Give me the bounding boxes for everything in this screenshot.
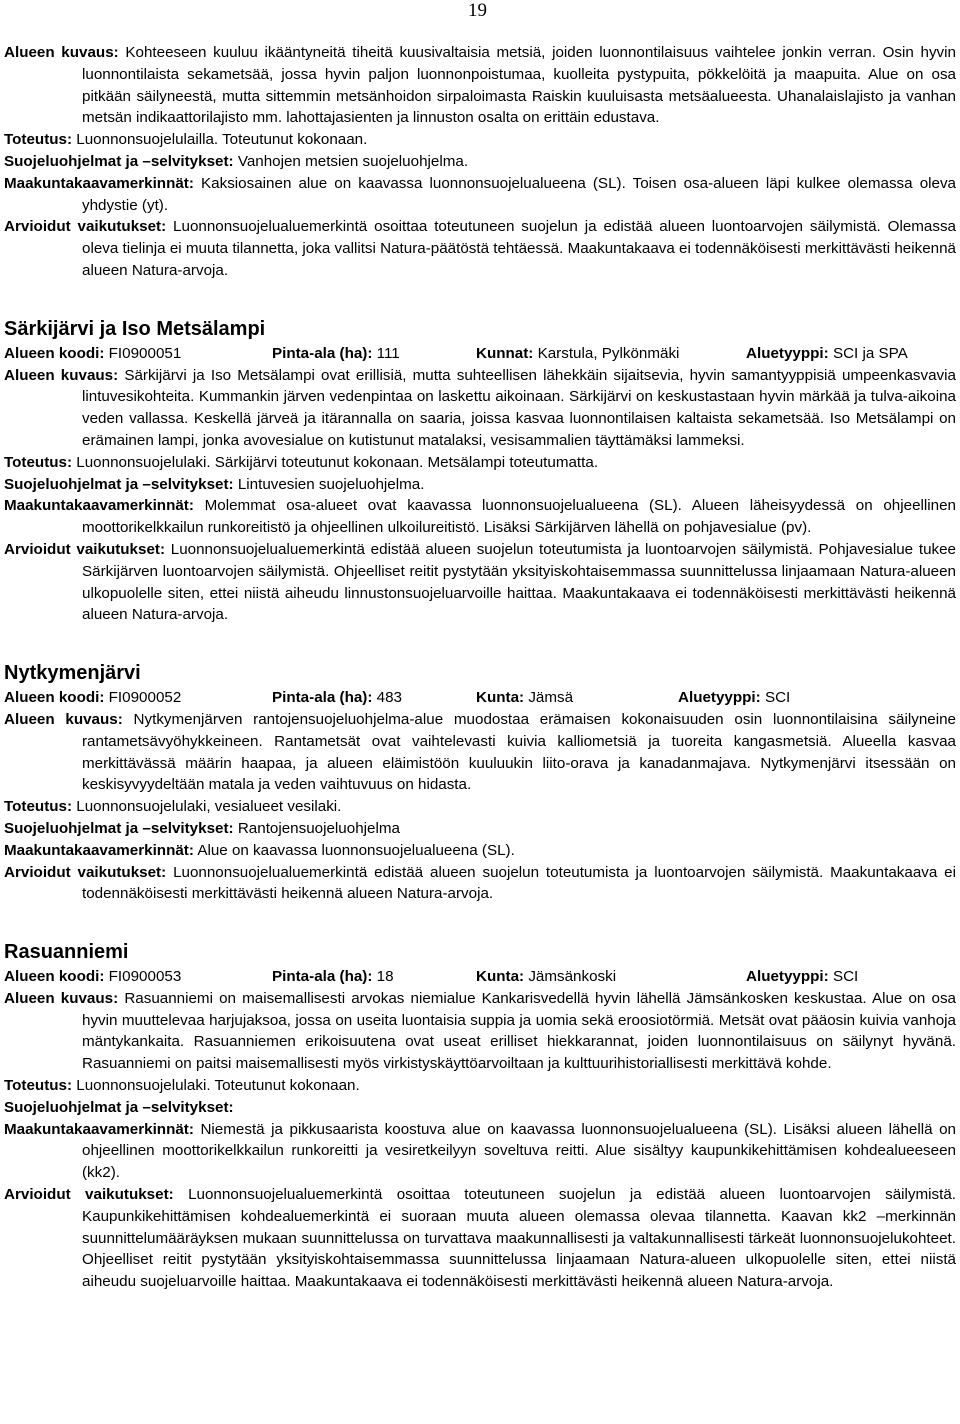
plan-markings: Maakuntakaavamerkinnät: Alue on kaavassa luonnonsuojelualueena (SL). — [4, 841, 515, 859]
site-code: FI0900052 — [108, 689, 182, 707]
area-description: Alueen kuvaus: Rasuanniemi on maisemallisesti arvokas niemialue Kankarisvedellä hyvin lähellä Jämsänkosken keskustaa. Alue on osa hyvin muuttelevaa harjujaksoa, jossa on useita luontaisia suppia ja uomia sekä eroosiotörmiä. Metsät ovat pääosin kuivia vanhoja mäntykankaita. Rasuanniemen erikoisuutena ovat useat erilliset hiekkarannat, joiden luonnontilaisuus on säilynyt hyvänä. Rasuanniemi on paitsi maisemallisesti myös virkistyskäyttöarvoiltaan ja kulttuurihistoriallisesti merkittävä kohde. — [4, 989, 956, 1073]
site-section — [4, 938, 956, 1293]
site-type: SCI ja SPA — [832, 344, 908, 362]
intro-section — [4, 42, 956, 282]
plan-markings: Maakuntakaavamerkinnät: Molemmat osa-alueet ovat kaavassa luonnonsuojelualueena (SL). Alueen läheisyydessä on ohjeellinen moottorikelkkailun runkoreitistö ja ohjeellinen ulkoilureitistö. Lisäksi Särkijärven lähellä on pohjavesialue (pv). — [4, 497, 956, 537]
implementation: Toteutus: Luonnonsuojelulailla. Toteutunut kokonaan. — [4, 131, 368, 149]
protection-programs: Suojeluohjelmat ja –selvitykset: — [4, 1098, 234, 1116]
site-area: 18 — [376, 968, 394, 986]
area-description: Alueen kuvaus: Nytkymenjärven rantojensuojeluohjelma-alue muodostaa erämaisen kokonaisuuden osin luonnontilaisina säilyneine rantametsävyöhykkeineen. Rantametsät ovat vaihtelevasti kuivia kalliometsiä ja tuoreita kangasmetsiä. Alueella kasvaa merkittävässä määrin haapaa, ja alueen eläimistöön kuuluukin liito-orava ja kanadanmajava. Nytkymenjärvi itsessään on keskisyvyydeltään matala ja veden vaihtuvuus on hidasta. — [4, 710, 956, 794]
site-code: FI0900051 — [108, 344, 182, 362]
implementation: Toteutus: Luonnonsuojelulaki. Särkijärvi toteutunut kokonaan. Metsälampi toteutumatta. — [4, 453, 599, 471]
page-number: 19 — [468, 0, 487, 21]
plan-markings: Maakuntakaavamerkinnät: Niemestä ja pikkusaarista koostuva alue on kaavassa luonnonsuojelualueena (SL). Lisäksi alueen lähellä on ohjeellinen moottorikelkkailun runkoreitti ja vesiretkeilyyn soveltuva reitti. Alue sisältyy kaupunkikehittämisen kohdealueeseen (kk2). — [4, 1120, 956, 1182]
protection-programs: Suojeluohjelmat ja –selvitykset: Rantojensuojeluohjelma — [4, 819, 400, 837]
implementation: Toteutus: Luonnonsuojelulaki. Toteutunut kokonaan. — [4, 1077, 360, 1095]
protection-programs: Suojeluohjelmat ja –selvitykset: Vanhojen metsien suojeluohjelma. — [4, 152, 469, 170]
section-title: Nytkymenjärvi — [4, 662, 141, 685]
area-description: Alueen kuvaus: Kohteeseen kuuluu ikääntyneitä tiheitä kuusivaltaisia metsiä, joiden luonnontilaisuus vaihtelee jonkin verran. Osin hyvin luonnontilaista sekametsää, jossa hyvin paljon luonnonpoistumaa, kuolleita pystypuita, pökkelöitä ja maapuita. Alue on osa pitkään säilyneestä, mutta sittemmin metsänhoidon sirpaloimasta Raiskin kuuluisasta metsäalueesta. Uhanalaislajisto ja vanhan metsän indikaattorilajisto mm. lahottajasienten ja linnuston osalta on erittäin edustava. — [4, 44, 956, 127]
site-municipality: Jämsänkoski — [528, 968, 617, 986]
assessed-impacts: Arvioidut vaikutukset: Luonnonsuojelualuemerkintä edistää alueen suojelun toteutumista ja luontoarvojen säilymistä. Pohjavesialue tukee Särkijärven luontoarvojen säilymistä. Ohjeelliset reitit pystytään yksityiskohtaisemmassa suunnittelussa linjaamaan Natura-alueen ulkopuolelle siten, ettei niistä aiheudu linnustonsuojeluarvoille haittaa. Maakuntakaava ei todennäköisesti merkittävästi heikennä alueen Natura-arvoja. — [4, 540, 956, 624]
section-title: Rasuanniemi — [4, 941, 129, 964]
site-type: SCI — [832, 968, 859, 986]
site-meta-row: Alueen koodi: FI0900053 Pinta-ala (ha): 18 Kunta: Jämsänkoski Aluetyyppi: SCI — [4, 968, 859, 986]
site-meta-row: Alueen koodi: FI0900052 Pinta-ala (ha): 483 Kunta: Jämsä Aluetyyppi: SCI — [4, 689, 791, 707]
assessed-impacts: Arvioidut vaikutukset: Luonnonsuojelualuemerkintä osoittaa toteutuneen suojelun ja edistää alueen luontoarvojen säilymistä. Kaupunkikehittämisen kohdealuemerkintä ei suoraan muuta alueen olemassa olevaa tilannetta. Kaavan kk2 –merkinnän suunnittelumääräyksen mukaan suunnittelussa on turvattava maakunnallisesti ja valtakunnallisesti tärkeät luonnonsuojelukohteet. Ohjeelliset reitit pystytään yksityiskohtaisemmassa suunnittelussa linjaamaan Natura-alueen ulkopuolelle siten, ettei niistä aiheudu suojeluarvoille haittaa. Maakuntakaava ei todennäköisesti merkittävästi heikennä alueen Natura-arvoja. — [4, 1186, 956, 1291]
assessed-impacts: Arvioidut vaikutukset: Luonnonsuojelualuemerkintä osoittaa toteutuneen suojelun ja edistää alueen luontoarvojen säilymistä. Olemassa oleva tielinja ei muuta tilannetta, joka vallitsi Natura-päätöstä tehtäessä. Maakuntakaava ei todennäköisesti merkittävästi heikennä alueen Natura-arvoja. — [4, 218, 956, 279]
plan-markings: Maakuntakaavamerkinnät: Kaksiosainen alue on kaavassa luonnonsuojelualueena (SL). Toisen osa-alueen läpi kulkee olemassa oleva yhdystie (yt). — [4, 174, 956, 214]
document-body — [4, 42, 956, 1293]
site-municipality: Jämsä — [528, 689, 574, 707]
area-description: Alueen kuvaus: Särkijärvi ja Iso Metsälampi ovat erillisiä, mutta suhteellisen lähekkäin sijaitsevia, hyvin samantyyppisiä umpeenkasvavia lintuvesikohteita. Kummankin järven vedenpintaa on laskettu aikoinaan. Särkijärvi on keskustastaan hyvin märkää ja tulva-aikoina veden vallassa. Keskellä järveä ja itärannalla on saaria, joissa kasvaa luonnontilaisen kaltaista sekametsää. Iso Metsälampi on erämainen lampi, jonka avovesialue on kutistunut matalaksi, vesisammalien täyttämäksi lammeksi. — [4, 366, 956, 449]
implementation: Toteutus: Luonnonsuojelulaki, vesialueet vesilaki. — [4, 798, 342, 816]
assessed-impacts: Arvioidut vaikutukset: Luonnonsuojelualuemerkintä edistää alueen suojelun toteutumista ja luontoarvojen säilymistä. Maakuntakaava ei todennäköisesti merkittävästi heikennä alueen Natura-arvoja. — [4, 863, 957, 903]
section-title: Särkijärvi ja Iso Metsälampi — [4, 317, 266, 340]
site-area: 111 — [376, 344, 400, 362]
site-area: 483 — [376, 689, 402, 707]
site-section — [4, 315, 956, 626]
site-type: SCI — [764, 689, 791, 707]
site-code: FI0900053 — [108, 968, 182, 986]
protection-programs: Suojeluohjelmat ja –selvitykset: Lintuvesien suojeluohjelma. — [4, 475, 425, 493]
site-section — [4, 659, 956, 905]
site-meta-row: Alueen koodi: FI0900051 Pinta-ala (ha): 111 Kunnat: Karstula, Pylkönmäki Aluetyyppi: SCI ja SPA — [4, 344, 908, 362]
site-municipality: Karstula, Pylkönmäki — [537, 344, 680, 362]
